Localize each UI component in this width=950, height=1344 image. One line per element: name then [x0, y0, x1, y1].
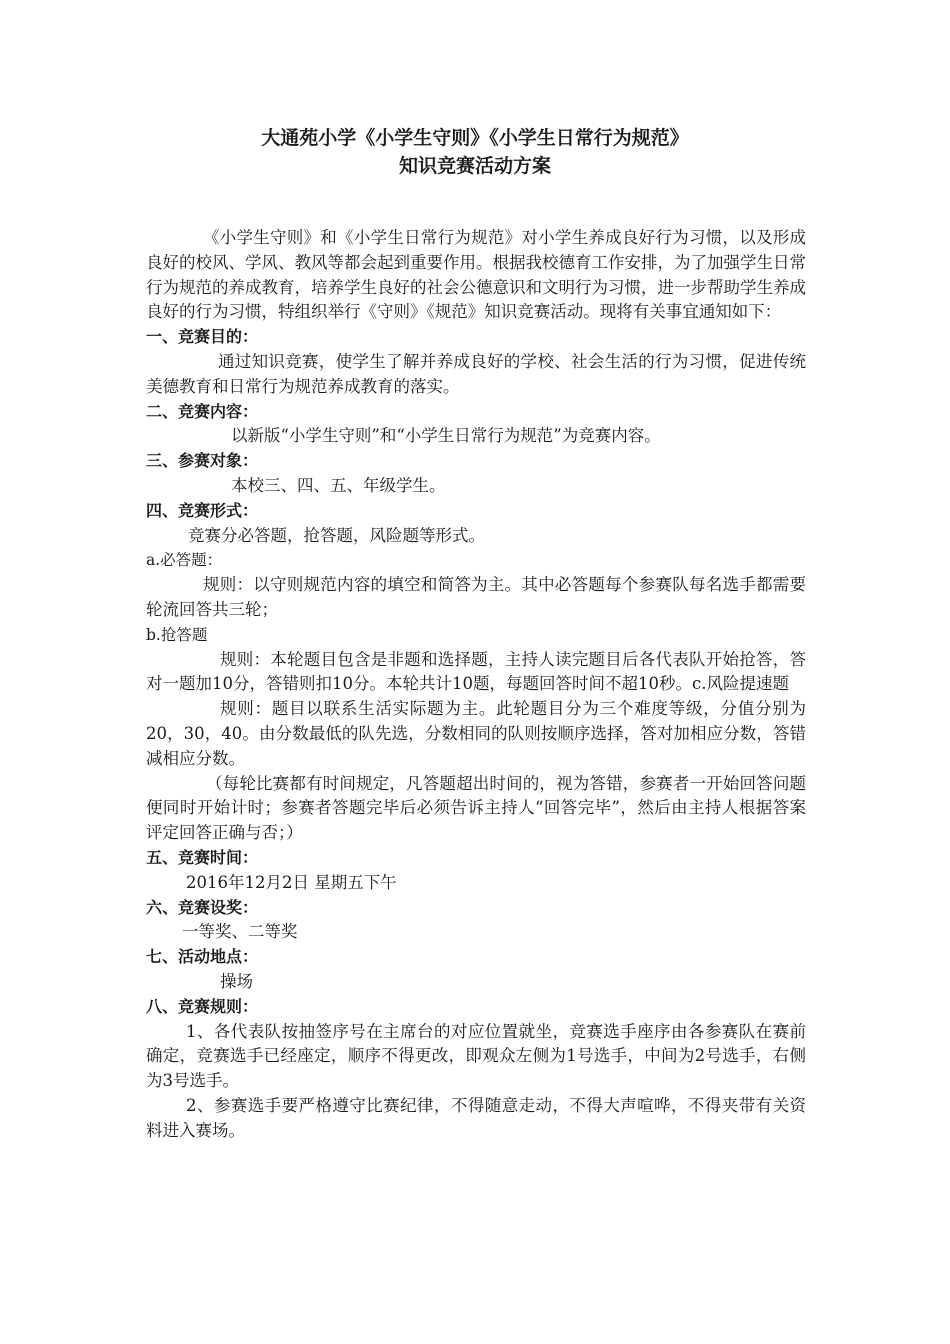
section-text-location: 操场 [220, 971, 253, 991]
section-heading-format: 四、竞赛形式： [146, 500, 259, 520]
section-text-format: 竞赛分必答题，抢答题，风险题等形式。 [188, 525, 485, 545]
intro-paragraph: 《小学生守则》和《小学生日常行为规范》对小学生养成良好行为习惯，以及形成良好的校风、学风、教风等都会起到重要作用。根据我校德育工作安排，为了加强学生日常行为规范的养成教育，培养学生良好的社会公德意识和文明行为习惯，进一步帮助学生养成良好的行为习惯，特组织举行《守则》《规范》知识竞赛活动。现将有关事宜通知如下： [146, 228, 806, 322]
section-heading-time: 五、竞赛时间： [146, 847, 259, 867]
title-line-2: 知识竞赛活动方案 [398, 155, 551, 177]
rules-item-1: 1、各代表队按抽签序号在主席台的对应位置就坐，竞赛选手座序由各参赛队在赛前确定，竞赛选手已经座定，顺序不得更改，即观众左侧为1号选手，中间为2号选手，右侧为3号选手。 [146, 1021, 806, 1091]
section-text-awards: 一等奖、二等奖 [182, 922, 298, 942]
section-text-participants: 本校三、四、五、年级学生。 [231, 475, 446, 495]
document-title [0, 124, 950, 180]
format-a-rule: 规则：以守则规范内容的填空和简答为主。其中必答题每个参赛队每名选手都需要轮流回答共三轮； [146, 575, 806, 619]
rules-item-2: 2、参赛选手要严格遵守比赛纪律，不得随意走动，不得大声喧哗，不得夹带有关资料进入赛场。 [146, 1095, 806, 1140]
document-body [146, 226, 806, 1143]
section-heading-location: 七、活动地点： [146, 947, 259, 967]
section-heading-participants: 三、参赛对象： [146, 451, 259, 471]
section-text-purpose: 通过知识竞赛，使学生了解并养成良好的学校、社会生活的行为习惯，促进传统美德教育和日常行为规范养成教育的落实。 [146, 351, 806, 396]
format-note: （每轮比赛都有时间规定，凡答题超出时间的，视为答错，参赛者一开始回答问题便同时开始计时；参赛者答题完毕后必须告诉主持人“回答完毕”，然后由主持人根据答案评定回答正确与否；） [146, 773, 806, 843]
title-line-1: 大通苑小学《小学生守则》《小学生日常行为规范》 [261, 127, 689, 149]
section-text-content: 以新版“小学生守则”和“小学生日常行为规范”为竞赛内容。 [231, 426, 661, 446]
section-heading-rules: 八、竞赛规则： [146, 996, 259, 1016]
section-text-time: 2016年12月2日 星期五下午 [186, 872, 397, 892]
format-a-label: a.必答题： [146, 551, 223, 570]
format-b-label: b.抢答题 [146, 625, 208, 644]
format-b-rule: 规则：本轮题目包含是非题和选择题，主持人读完题目后各代表队开始抢答，答对一题加10分，答错则扣10分。本轮共计10题，每题回答时间不超10秒。c.风险提速题 [146, 649, 806, 694]
format-c-rule: 规则：题目以联系生活实际题为主。此轮题目分为三个难度等级，分值分别为20，30，40。由分数最低的队先选，分数相同的队则按顺序选择，答对加相应分数，答错减相应分数。 [146, 699, 806, 768]
section-heading-purpose: 一、竞赛目的： [146, 327, 259, 347]
section-heading-content: 二、竞赛内容： [146, 401, 259, 421]
section-heading-awards: 六、竞赛设奖： [146, 897, 259, 917]
